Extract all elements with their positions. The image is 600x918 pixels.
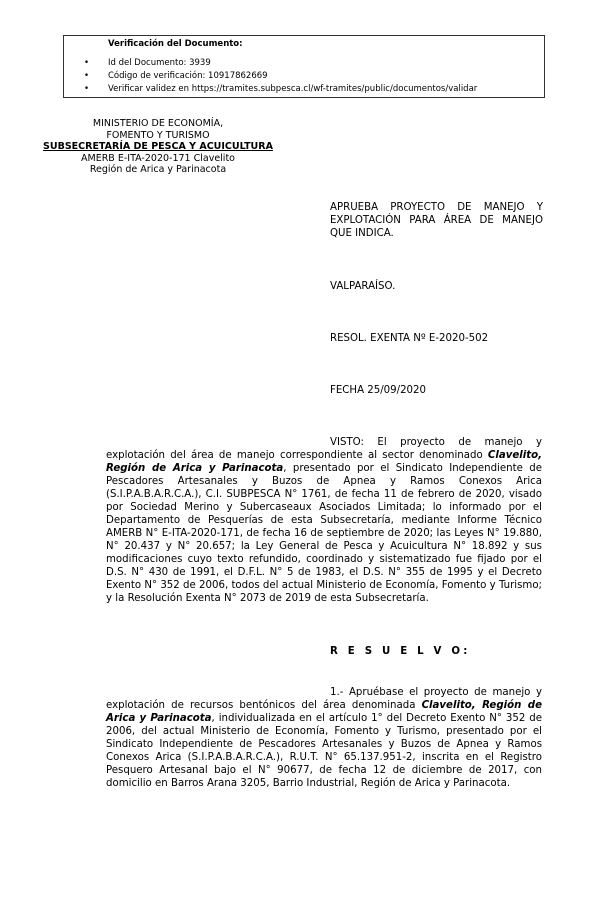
resolution-number: RESOL. EXENTA Nº E-2020-502 (330, 333, 489, 344)
verification-title: Verificación del Documento: (108, 39, 243, 49)
verification-item-code: • Código de verificación: 10917862669 (84, 71, 268, 81)
document-subject: APRUEBA PROYECTO DE MANEJO Y EXPLOTACIÓN PARA ÁREA DE MANEJO QUE INDICA. (330, 202, 543, 239)
ministry-header (30, 118, 286, 176)
verification-item-url: • Verificar validez en https://tramites.subpesca.cl/wf-tramites/public/documentos/validar (84, 84, 478, 94)
verification-list (84, 57, 477, 96)
verification-item-id: • Id del Documento: 3939 (84, 58, 211, 68)
area-name: Clavelito, Región de Arica y Parinacota (106, 700, 542, 724)
bullet-icon: • (84, 58, 90, 68)
resolution-date: FECHA 25/09/2020 (330, 385, 426, 396)
verification-box (63, 35, 545, 98)
area-name: Clavelito, Región de Arica y Parinacota (106, 450, 542, 474)
bullet-icon: • (84, 84, 90, 94)
bullet-icon: • (84, 71, 90, 81)
subsecretaria-line: SUBSECRETARÍA DE PESCA Y ACUICULTURA (43, 141, 273, 153)
amerb-line: AMERB E-ITA-2020-171 Clavelito (81, 152, 235, 164)
region-line: Región de Arica y Parinacota (89, 164, 227, 176)
resuelvo-heading: R E S U E L V O: (330, 646, 471, 657)
ministry-line-2: FOMENTO Y TURISMO (106, 129, 210, 141)
visto-label: VISTO: (330, 437, 364, 448)
ministry-line-1: MINISTERIO DE ECONOMÍA, (92, 118, 224, 129)
visto-paragraph: VISTO: El proyecto de manejo y explotación del área de manejo correspondiente al sector denominado Clavelito, Región de Arica y Parinacota, presentado por el Sindicato Independiente de Pescadores Artesanales y Buzos de Apnea y Ramos Conexos Arica (S.I.P.A.B.A.R.C.A.), C.I. SUBPESCA N° 1761, de fecha 11 de febrero de 2020, visado por Sociedad Merino y Subercaseaux Asociados Limitada; lo informado por el Departamento de Pesquerías de esta Subsecretaría, mediante Informe Técnico AMERB N° E-ITA-2020-171, de fecha 16 de septiembre de 2020; las Leyes N° 19.880, N° 20.437 y N° 20.657; la Ley General de Pesca y Acuicultura N° 18.892 y sus modificaciones cuyo texto refundido, coordinado y sistematizado fue fijado por el D.S. N° 430 de 1991, el D.F.L. N° 5 de 1983, el D.S. N° 355 de 1995 y el Decreto Exento N° 352 de 2006, todos del actual Ministerio de Economía, Fomento y Turismo; y la Resolución Exenta N° 2073 de 2019 de esta Subsecretaría. (106, 437, 542, 604)
place: VALPARAÍSO. (330, 281, 396, 292)
article-1-paragraph: 1.- Apruébase el proyecto de manejo y explotación de recursos bentónicos del área denominada Clavelito, Región de Arica y Parinacota, individualizada en el artículo 1° del Decreto Exento N° 352 de 2006, del actual Ministerio de Economía, Fomento y Turismo, presentado por el Sindicato Independiente de Pescadores Artesanales y Buzos de Apnea y Ramos Conexos Arica (S.I.P.A.B.A.R.C.A.), R.U.T. N° 65.137.951-2, inscrita en el Registro Pesquero Artesanal bajo el N° 90677, de fecha 12 de diciembre de 2017, con domicilio en Barros Arana 3205, Barrio Industrial, Región de Arica y Parinacota. (106, 687, 542, 789)
